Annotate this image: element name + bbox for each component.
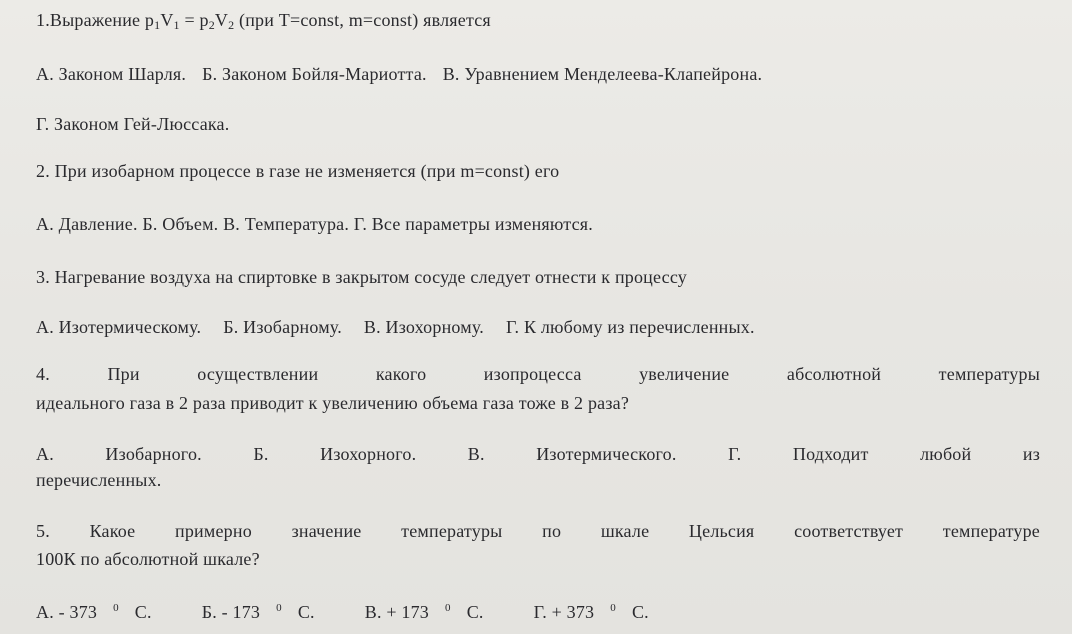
question-3-options [36, 316, 771, 338]
q1-sub-1: 1 [154, 18, 161, 32]
q1-option-b: Б. Законом Бойля-Мариотта. [202, 64, 427, 84]
question-4-line-1: 4. При осуществлении какого изопроцесса увеличение абсолютной температуры [36, 364, 1040, 384]
q3-option-a: А. Изотермическому. [36, 317, 202, 337]
q1-option-a: А. Законом Шарля. [36, 64, 187, 84]
q5-option-b: Б. - 173 $^0$ С. [201, 602, 315, 622]
q1-eq-p2: = p [179, 10, 209, 30]
q5-option-v: В. + 173 $^0$ С. [364, 602, 484, 622]
q5-option-a: А. - 373 $^0$ С. [36, 602, 152, 622]
q1-option-g: Г. Законом Гей-Люссака. [36, 114, 230, 134]
question-4-options-line-2: перечисленных. [36, 470, 162, 490]
question-5-line-1: 5. Какое примерно значение температуры по шкале Цельсия соответствует температуре [36, 521, 1040, 541]
question-2: 2. При изобарном процессе в газе не изменяется (при m=const) его [36, 161, 560, 181]
question-4-line-2: идеального газа в 2 раза приводит к увеличению объема газа тоже в 2 раза? [36, 393, 630, 413]
q1-prefix: 1.Выражение p [36, 10, 155, 30]
q1-suffix: (при T=const, m=const) является [234, 10, 491, 30]
q1-sub-3: 2 [208, 18, 215, 32]
q1-option-v: В. Уравнением Менделеева-Клапейрона. [442, 64, 763, 84]
q1-sub-4: 2 [228, 18, 235, 32]
q1-v2: V [214, 10, 229, 30]
question-5-options [36, 597, 681, 623]
q1-sub-2: 1 [173, 18, 180, 32]
q3-option-v: В. Изохорному. [363, 317, 484, 337]
question-4-options-line-1: А. Изобарного. Б. Изохорного. В. Изотермического. Г. Подходит любой из [36, 444, 1040, 464]
question-1-options [36, 63, 778, 85]
q5-option-g: Г. + 373 $^0$ С. [533, 602, 649, 622]
question-2-options: А. Давление. Б. Объем. В. Температура. Г. Все параметры изменяются. [36, 214, 593, 234]
question-3: 3. Нагревание воздуха на спиртовке в закрытом сосуде следует отнести к процессу [36, 267, 687, 287]
q3-option-g: Г. К любому из перечисленных. [505, 317, 755, 337]
question-1 [36, 9, 491, 36]
question-5-line-2: 100К по абсолютной шкале? [36, 549, 260, 569]
q3-option-b: Б. Изобарному. [223, 317, 342, 337]
q1-v1: V [160, 10, 174, 30]
